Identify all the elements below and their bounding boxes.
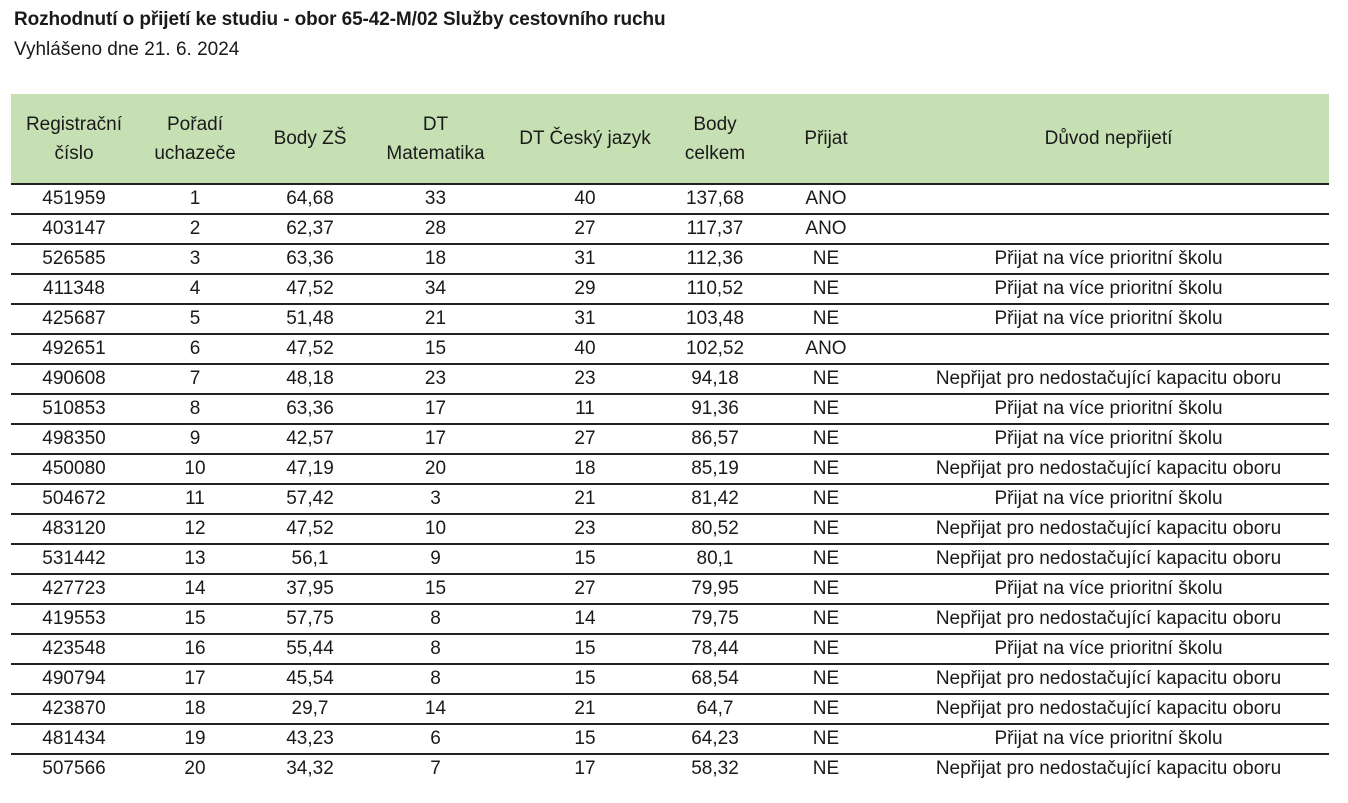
cell-rejection-reason: Nepřijat pro nedostačující kapacitu oboru xyxy=(888,364,1329,394)
table-row xyxy=(11,544,1329,574)
column-header-line: Pořadí xyxy=(167,113,223,135)
cell-admitted: NE xyxy=(812,758,840,779)
cell-czech-test-points: 21 xyxy=(504,694,666,724)
cell-total-points: 117,37 xyxy=(666,214,764,244)
cell-registration-number: 510853 xyxy=(11,394,137,424)
cell-elementary-school-points: 63,36 xyxy=(253,244,367,274)
cell-registration-number: 492651 xyxy=(11,334,137,364)
announcement-date: Vyhlášeno dne 21. 6. 2024 xyxy=(14,39,240,60)
cell-math-test-points: 10 xyxy=(367,514,504,544)
cell-rejection-reason: Nepřijat pro nedostačující kapacitu oboru xyxy=(888,544,1329,574)
cell-elementary-school-points: 57,75 xyxy=(253,604,367,634)
cell-total-points: 85,19 xyxy=(666,454,764,484)
cell-admitted: NE xyxy=(764,484,888,514)
cell-total-points: 103,48 xyxy=(666,304,764,334)
cell-czech-test-points: 18 xyxy=(504,454,666,484)
column-header-rejection-reason xyxy=(888,94,1329,184)
cell-math-test-points: 8 xyxy=(367,604,504,634)
cell-registration-number: 490608 xyxy=(11,364,137,394)
cell-applicant-rank: 6 xyxy=(137,334,253,364)
column-header-line: Matematika xyxy=(386,142,485,164)
column-header-line: DT xyxy=(422,113,449,135)
cell-applicant-rank: 14 xyxy=(137,574,253,604)
cell-total-points: 110,52 xyxy=(666,274,764,304)
table-header-row xyxy=(11,94,1329,184)
cell-applicant-rank: 15 xyxy=(137,604,253,634)
table-row xyxy=(11,334,1329,364)
cell-elementary-school-points: 42,57 xyxy=(253,424,367,454)
cell-registration-number: 403147 xyxy=(11,214,137,244)
cell-applicant-rank: 4 xyxy=(137,274,253,304)
cell-elementary-school-points: 64,68 xyxy=(253,184,367,214)
cell-math-test-points: 8 xyxy=(367,634,504,664)
cell-elementary-school-points: 63,36 xyxy=(253,394,367,424)
cell-applicant-rank: 11 xyxy=(137,484,253,514)
cell-total-points: 64,7 xyxy=(666,694,764,724)
column-header-line: Důvod nepřijetí xyxy=(1044,128,1173,149)
cell-rejection-reason: Přijat na více prioritní školu xyxy=(888,274,1329,304)
cell-math-test-points: 15 xyxy=(367,334,504,364)
cell-math-test-points: 7 xyxy=(430,758,441,779)
cell-math-test-points: 23 xyxy=(367,364,504,394)
cell-rejection-reason: Nepřijat pro nedostačující kapacitu oboru xyxy=(888,604,1329,634)
table-row xyxy=(11,634,1329,664)
table-row xyxy=(11,304,1329,334)
cell-registration-number: 419553 xyxy=(11,604,137,634)
cell-admitted: NE xyxy=(764,244,888,274)
column-header-line: DT Český jazyk xyxy=(519,128,651,149)
cell-elementary-school-points: 43,23 xyxy=(253,724,367,754)
cell-total-points: 81,42 xyxy=(666,484,764,514)
cell-math-test-points: 33 xyxy=(367,184,504,214)
cell-admitted: NE xyxy=(764,454,888,484)
cell-total-points: 78,44 xyxy=(666,634,764,664)
cell-rejection-reason: Přijat na více prioritní školu xyxy=(888,724,1329,754)
cell-admitted: NE xyxy=(764,574,888,604)
cell-czech-test-points: 15 xyxy=(504,724,666,754)
cell-elementary-school-points: 37,95 xyxy=(253,574,367,604)
cell-applicant-rank: 8 xyxy=(137,394,253,424)
cell-elementary-school-points: 47,19 xyxy=(253,454,367,484)
cell-elementary-school-points: 56,1 xyxy=(253,544,367,574)
cell-czech-test-points: 17 xyxy=(574,758,596,779)
cell-applicant-rank: 19 xyxy=(137,724,253,754)
cell-czech-test-points: 11 xyxy=(504,394,666,424)
cell-czech-test-points: 31 xyxy=(504,244,666,274)
column-header-czech-test-points xyxy=(504,94,666,184)
cell-applicant-rank: 18 xyxy=(137,694,253,724)
cell-total-points: 112,36 xyxy=(666,244,764,274)
column-header-line: celkem xyxy=(684,142,746,164)
cell-elementary-school-points: 34,32 xyxy=(286,758,334,779)
cell-registration-number: 450080 xyxy=(11,454,137,484)
cell-rejection-reason: Přijat na více prioritní školu xyxy=(888,424,1329,454)
page-title: Rozhodnutí o přijetí ke studiu - obor 65-42-M/02 Služby cestovního ruchu xyxy=(14,9,666,30)
cell-rejection-reason: Nepřijat pro nedostačující kapacitu oboru xyxy=(888,514,1329,544)
cell-math-test-points: 9 xyxy=(367,544,504,574)
cell-math-test-points: 15 xyxy=(367,574,504,604)
cell-registration-number: 423548 xyxy=(11,634,137,664)
cell-czech-test-points: 40 xyxy=(504,184,666,214)
column-header-admitted xyxy=(764,94,888,184)
column-header-math-test-points xyxy=(367,94,504,184)
cell-admitted: ANO xyxy=(764,214,888,244)
cell-czech-test-points: 23 xyxy=(504,514,666,544)
cell-rejection-reason: Přijat na více prioritní školu xyxy=(888,634,1329,664)
cell-math-test-points: 21 xyxy=(367,304,504,334)
cell-registration-number: 427723 xyxy=(11,574,137,604)
cell-admitted: NE xyxy=(764,394,888,424)
cell-rejection-reason: Přijat na více prioritní školu xyxy=(888,484,1329,514)
cell-applicant-rank: 1 xyxy=(137,184,253,214)
cell-applicant-rank: 12 xyxy=(137,514,253,544)
cell-total-points: 94,18 xyxy=(666,364,764,394)
cell-elementary-school-points: 62,37 xyxy=(253,214,367,244)
cell-elementary-school-points: 47,52 xyxy=(253,334,367,364)
cell-registration-number: 425687 xyxy=(11,304,137,334)
table-row xyxy=(11,484,1329,514)
cell-elementary-school-points: 29,7 xyxy=(253,694,367,724)
cell-registration-number: 411348 xyxy=(11,274,137,304)
column-header-elementary-school-points xyxy=(253,94,367,184)
cell-registration-number: 498350 xyxy=(11,424,137,454)
column-header-registration-number xyxy=(11,94,137,184)
cell-math-test-points: 8 xyxy=(367,664,504,694)
cell-elementary-school-points: 45,54 xyxy=(253,664,367,694)
cell-czech-test-points: 15 xyxy=(504,544,666,574)
table-row xyxy=(11,754,1329,783)
cell-admitted: NE xyxy=(764,544,888,574)
cell-rejection-reason: Nepřijat pro nedostačující kapacitu oboru xyxy=(888,454,1329,484)
table-body xyxy=(11,184,1329,783)
cell-czech-test-points: 27 xyxy=(504,574,666,604)
table-row xyxy=(11,574,1329,604)
cell-elementary-school-points: 55,44 xyxy=(253,634,367,664)
cell-applicant-rank: 17 xyxy=(137,664,253,694)
cell-elementary-school-points: 47,52 xyxy=(253,514,367,544)
cell-registration-number: 451959 xyxy=(11,184,137,214)
cell-total-points: 58,32 xyxy=(691,758,739,779)
table-row xyxy=(11,694,1329,724)
table-row xyxy=(11,184,1329,214)
cell-math-test-points: 20 xyxy=(367,454,504,484)
cell-applicant-rank: 7 xyxy=(137,364,253,394)
cell-applicant-rank: 20 xyxy=(184,758,206,779)
table-row xyxy=(11,724,1329,754)
table-row xyxy=(11,364,1329,394)
cell-registration-number: 423870 xyxy=(11,694,137,724)
cell-applicant-rank: 2 xyxy=(137,214,253,244)
cell-admitted: NE xyxy=(764,634,888,664)
cell-math-test-points: 34 xyxy=(367,274,504,304)
cell-applicant-rank: 10 xyxy=(137,454,253,484)
cell-total-points: 80,1 xyxy=(666,544,764,574)
table-header xyxy=(11,94,1329,184)
cell-registration-number: 490794 xyxy=(11,664,137,694)
cell-rejection-reason: Přijat na více prioritní školu xyxy=(888,244,1329,274)
column-header-total-points xyxy=(666,94,764,184)
cell-admitted: NE xyxy=(764,604,888,634)
cell-total-points: 79,75 xyxy=(666,604,764,634)
cell-total-points: 91,36 xyxy=(666,394,764,424)
cell-applicant-rank: 16 xyxy=(137,634,253,664)
cell-math-test-points: 17 xyxy=(367,394,504,424)
cell-admitted: NE xyxy=(764,424,888,454)
table-row xyxy=(11,604,1329,634)
cell-applicant-rank: 9 xyxy=(137,424,253,454)
column-header-line: Body ZŠ xyxy=(273,128,347,149)
cell-admitted: NE xyxy=(764,724,888,754)
cell-registration-number: 483120 xyxy=(11,514,137,544)
cell-rejection-reason: Přijat na více prioritní školu xyxy=(888,574,1329,604)
cell-applicant-rank: 13 xyxy=(137,544,253,574)
cell-rejection-reason: Přijat na více prioritní školu xyxy=(888,304,1329,334)
cell-elementary-school-points: 51,48 xyxy=(253,304,367,334)
cell-admitted: ANO xyxy=(764,334,888,364)
table-row xyxy=(11,454,1329,484)
table-row xyxy=(11,514,1329,544)
table-row xyxy=(11,274,1329,304)
column-header-line: Přijat xyxy=(804,128,848,149)
cell-admitted: NE xyxy=(764,364,888,394)
cell-math-test-points: 3 xyxy=(367,484,504,514)
cell-czech-test-points: 15 xyxy=(504,664,666,694)
cell-total-points: 80,52 xyxy=(666,514,764,544)
table-row xyxy=(11,394,1329,424)
cell-czech-test-points: 21 xyxy=(504,484,666,514)
admission-results-table xyxy=(11,94,1329,783)
cell-rejection-reason xyxy=(888,184,1329,214)
table-row xyxy=(11,214,1329,244)
cell-rejection-reason: Nepřijat pro nedostačující kapacitu oboru xyxy=(888,694,1329,724)
cell-admitted: NE xyxy=(764,514,888,544)
cell-czech-test-points: 27 xyxy=(504,214,666,244)
column-header-line: Body xyxy=(693,113,737,135)
cell-math-test-points: 17 xyxy=(367,424,504,454)
cell-czech-test-points: 23 xyxy=(504,364,666,394)
cell-math-test-points: 28 xyxy=(367,214,504,244)
cell-admitted: NE xyxy=(764,304,888,334)
cell-czech-test-points: 29 xyxy=(504,274,666,304)
cell-applicant-rank: 3 xyxy=(137,244,253,274)
cell-registration-number: 481434 xyxy=(11,724,137,754)
cell-total-points: 68,54 xyxy=(666,664,764,694)
table-row xyxy=(11,424,1329,454)
cell-total-points: 79,95 xyxy=(666,574,764,604)
cell-registration-number: 531442 xyxy=(11,544,137,574)
cell-total-points: 137,68 xyxy=(666,184,764,214)
cell-rejection-reason xyxy=(888,334,1329,364)
cell-math-test-points: 14 xyxy=(367,694,504,724)
cell-registration-number: 507566 xyxy=(42,758,106,779)
cell-czech-test-points: 15 xyxy=(504,634,666,664)
cell-admitted: NE xyxy=(764,664,888,694)
cell-admitted: ANO xyxy=(764,184,888,214)
table-row xyxy=(11,244,1329,274)
column-header-line: uchazeče xyxy=(154,142,236,164)
cell-admitted: NE xyxy=(764,274,888,304)
cell-czech-test-points: 14 xyxy=(504,604,666,634)
cell-elementary-school-points: 47,52 xyxy=(253,274,367,304)
cell-applicant-rank: 5 xyxy=(137,304,253,334)
cell-rejection-reason: Nepřijat pro nedostačující kapacitu oboru xyxy=(935,758,1282,779)
cell-rejection-reason: Přijat na více prioritní školu xyxy=(888,394,1329,424)
cell-total-points: 102,52 xyxy=(666,334,764,364)
table-row xyxy=(11,664,1329,694)
column-header-line: číslo xyxy=(54,142,94,164)
cell-czech-test-points: 40 xyxy=(504,334,666,364)
cell-total-points: 86,57 xyxy=(666,424,764,454)
column-header-line: Registrační xyxy=(25,113,123,135)
cell-registration-number: 504672 xyxy=(11,484,137,514)
cell-rejection-reason xyxy=(888,214,1329,244)
cell-rejection-reason: Nepřijat pro nedostačující kapacitu oboru xyxy=(888,664,1329,694)
cell-czech-test-points: 27 xyxy=(504,424,666,454)
cell-math-test-points: 6 xyxy=(367,724,504,754)
column-header-applicant-rank xyxy=(137,94,253,184)
cell-elementary-school-points: 48,18 xyxy=(253,364,367,394)
cell-czech-test-points: 31 xyxy=(504,304,666,334)
cell-math-test-points: 18 xyxy=(367,244,504,274)
cell-registration-number: 526585 xyxy=(11,244,137,274)
cell-total-points: 64,23 xyxy=(666,724,764,754)
cell-elementary-school-points: 57,42 xyxy=(253,484,367,514)
cell-admitted: NE xyxy=(764,694,888,724)
